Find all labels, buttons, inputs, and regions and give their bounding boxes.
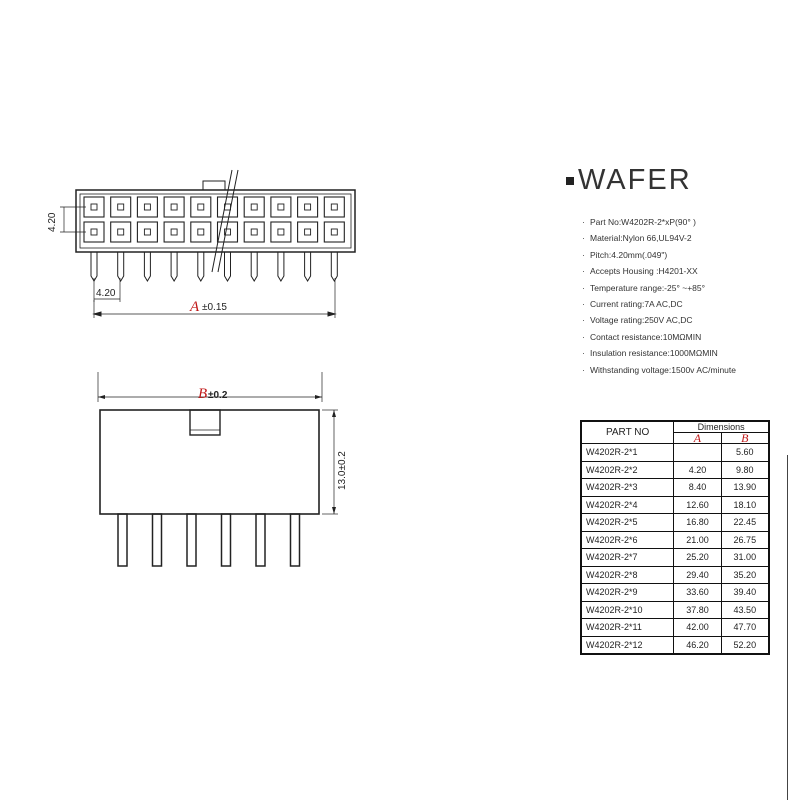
- cavity: [324, 222, 344, 242]
- table-row: W4202R-2*4 12.60 18.10: [581, 496, 769, 514]
- spec-item: · Insulation resistance:1000MΩMIN: [582, 348, 718, 359]
- pin: [251, 252, 257, 281]
- table-row: W4202R-2*5 16.80 22.45: [581, 514, 769, 532]
- col-a: A: [674, 433, 721, 444]
- col-part-no: PART NO: [581, 421, 674, 444]
- cavity: [191, 222, 211, 242]
- front-pin: [153, 514, 162, 566]
- arrowhead: [315, 395, 322, 399]
- dimensions-table: [580, 420, 770, 655]
- cavity: [164, 222, 184, 242]
- contact-square: [278, 204, 284, 210]
- cavity: [271, 222, 291, 242]
- contact-square: [91, 229, 97, 235]
- arrowhead: [328, 312, 335, 316]
- cavity: [84, 222, 104, 242]
- spec-item: · Voltage rating:250V AC,DC: [582, 315, 693, 326]
- contact-square: [305, 229, 311, 235]
- contact-square: [144, 204, 150, 210]
- contact-square: [198, 229, 204, 235]
- contact-square: [278, 229, 284, 235]
- cavity: [218, 197, 238, 217]
- pin: [305, 252, 311, 281]
- spec-item: · Pitch:4.20mm(.049"): [582, 249, 668, 260]
- table-row: W4202R-2*10 37.80 43.50: [581, 601, 769, 619]
- front-view-latch: [190, 410, 220, 435]
- pin: [171, 252, 177, 281]
- front-view: [98, 372, 338, 566]
- table-row: W4202R-2*9 33.60 39.40: [581, 584, 769, 602]
- break-mark: [212, 170, 232, 272]
- contact-square: [305, 204, 311, 210]
- pin: [198, 252, 204, 281]
- title-bullet-icon: [566, 177, 574, 185]
- top-view-pins: [91, 252, 337, 281]
- contact-square: [171, 204, 177, 210]
- cavity: [111, 222, 131, 242]
- table-row: W4202R-2*3 8.40 13.90: [581, 479, 769, 497]
- top-view-housing: [76, 190, 355, 252]
- table-row: W4202R-2*6 21.00 26.75: [581, 531, 769, 549]
- table-row: W4202R-2*1 5.60: [581, 444, 769, 462]
- dim-b-letter: B: [198, 386, 208, 402]
- front-view-housing: [100, 410, 319, 514]
- spec-item: · Accepts Housing :H4201-XX: [582, 266, 698, 277]
- front-pin: [222, 514, 231, 566]
- dim-b-tolerance: ±0.2: [208, 390, 228, 401]
- break-mark: [218, 170, 238, 272]
- pin: [118, 252, 124, 281]
- spec-item: · Part No:W4202R-2*xP(90° ): [582, 217, 696, 227]
- contact-square: [198, 204, 204, 210]
- front-pin: [187, 514, 196, 566]
- col-dimensions: Dimensions: [674, 421, 769, 433]
- dim-a-tolerance: ±0.15: [202, 302, 227, 313]
- table-row: W4202R-2*12 46.20 52.20: [581, 636, 769, 654]
- cavity: [191, 197, 211, 217]
- spec-list: [582, 214, 736, 378]
- spec-item: · Temperature range:-25° ~+85°: [582, 282, 706, 293]
- spec-item: · Current rating:7A AC,DC: [582, 298, 683, 309]
- front-pin: [118, 514, 127, 566]
- spec-item: · Contact resistance:10MΩMIN: [582, 331, 702, 342]
- pin: [278, 252, 284, 281]
- cavity-grid: [84, 197, 344, 242]
- arrowhead: [98, 395, 105, 399]
- cavity: [111, 197, 131, 217]
- front-pin: [256, 514, 265, 566]
- cavity: [271, 197, 291, 217]
- cavity: [244, 197, 264, 217]
- pin: [144, 252, 150, 281]
- arrowhead: [332, 410, 336, 417]
- contact-square: [171, 229, 177, 235]
- cavity: [324, 197, 344, 217]
- contact-square: [251, 204, 257, 210]
- contact-square: [331, 229, 337, 235]
- contact-square: [118, 204, 124, 210]
- row-pitch-label: 4.20: [47, 212, 58, 232]
- cavity: [137, 222, 157, 242]
- contact-square: [331, 204, 337, 210]
- page-edge-line: [787, 455, 788, 800]
- contact-square: [118, 229, 124, 235]
- cavity: [298, 197, 318, 217]
- arrowhead: [94, 312, 101, 316]
- cavity: [244, 222, 264, 242]
- col-pitch-label: 4.20: [96, 288, 116, 299]
- height-label: 13.0±0.2: [337, 451, 348, 490]
- contact-square: [91, 204, 97, 210]
- spec-item: · Material:Nylon 66,UL94V-2: [582, 233, 692, 244]
- spec-item: · Withstanding voltage:1500v AC/minute: [582, 364, 737, 375]
- col-b: B: [721, 433, 769, 444]
- title-text: WAFER: [578, 164, 692, 196]
- contact-square: [251, 229, 257, 235]
- pin: [91, 252, 97, 281]
- cavity: [298, 222, 318, 242]
- table-row: W4202R-2*11 42.00 47.70: [581, 619, 769, 637]
- cavity: [137, 197, 157, 217]
- contact-square: [144, 229, 150, 235]
- table-row: W4202R-2*2 4.20 9.80: [581, 461, 769, 479]
- dim-a-letter: A: [190, 299, 200, 315]
- top-view-inner-outline: [80, 194, 351, 248]
- pin: [331, 252, 337, 281]
- front-view-pins: [118, 514, 300, 566]
- front-pin: [291, 514, 300, 566]
- latch-tab: [203, 181, 225, 190]
- table-row: W4202R-2*7 25.20 31.00: [581, 549, 769, 567]
- pin: [225, 252, 231, 281]
- product-title: [566, 163, 692, 197]
- cavity: [84, 197, 104, 217]
- table-row: W4202R-2*8 29.40 35.20: [581, 566, 769, 584]
- arrowhead: [332, 507, 336, 514]
- cavity: [164, 197, 184, 217]
